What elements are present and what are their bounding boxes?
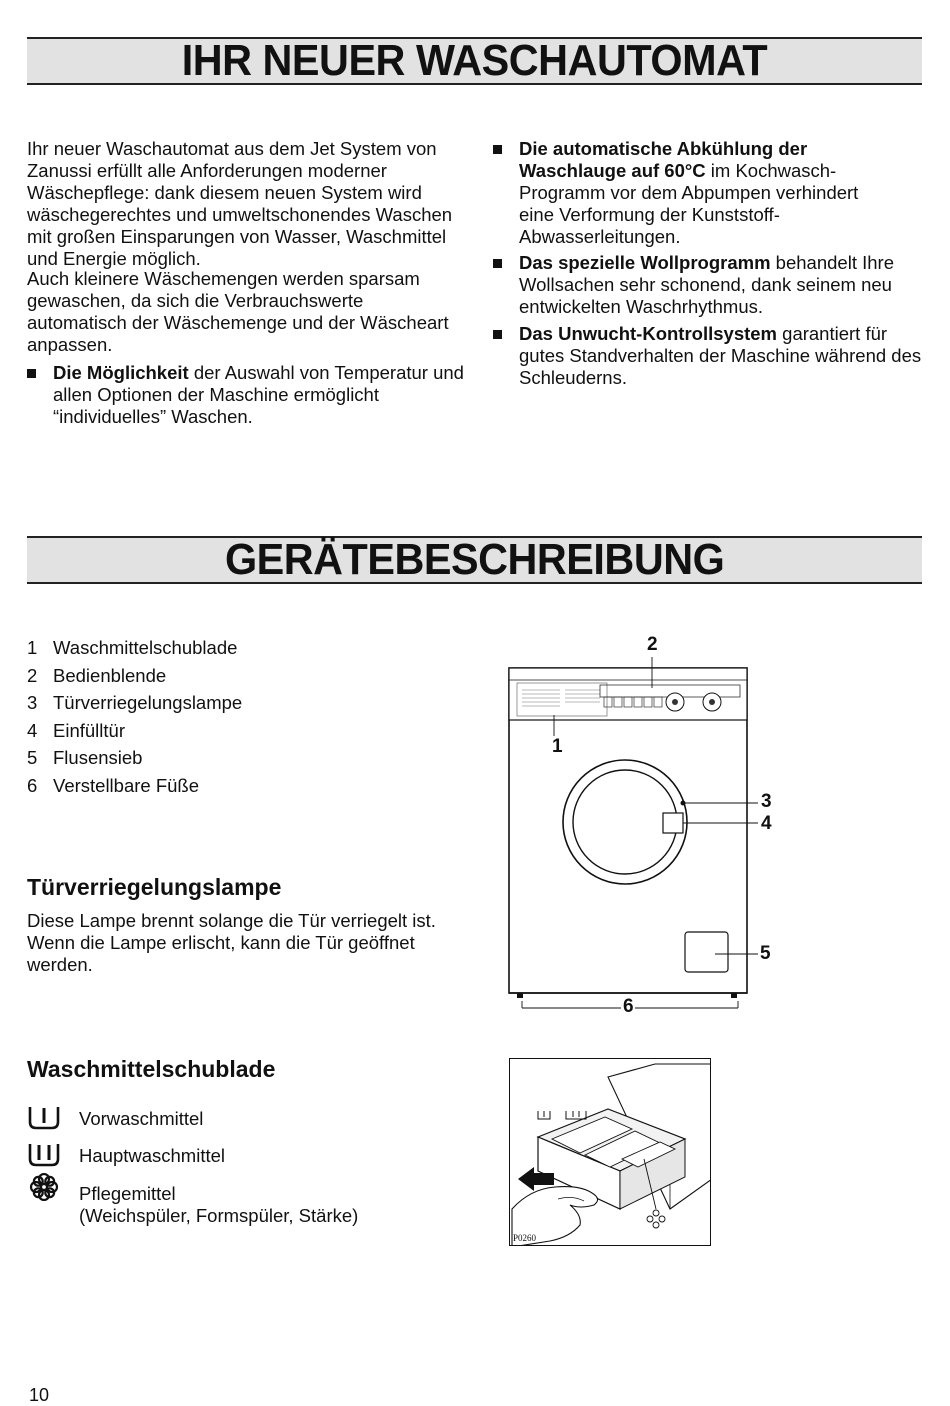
mainwash-icon <box>27 1141 61 1169</box>
bullet-square-icon <box>493 330 502 339</box>
bullet-item <box>493 323 923 389</box>
callout-number: 4 <box>761 813 772 834</box>
section-title: IHR NEUER WASCHAUTOMAT <box>181 36 768 85</box>
bullet-square-icon <box>493 259 502 268</box>
list-label: Einfülltür <box>53 719 125 741</box>
callout-number: 2 <box>647 634 658 655</box>
callout-number: 6 <box>623 996 634 1017</box>
section-title: GERÄTEBESCHREIBUNG <box>224 535 725 584</box>
bullet-item <box>27 362 467 428</box>
list-label: Bedienblende <box>53 664 167 686</box>
list-label: Waschmittelschublade <box>53 637 238 658</box>
drawer-illustration <box>509 1058 711 1246</box>
callout-number: 3 <box>761 791 772 812</box>
legend-label: Vorwaschmittel <box>79 1108 204 1129</box>
intro-paragraph-2: Auch kleinere Wäschemengen werden sparsam gewaschen, da sich die Verbrauchswerte automatisch der Wäschemenge und der Wäscheart anpassen. <box>27 268 449 355</box>
bullet-text: behandelt Ihre Wollsachen sehr schonend, dank seinem neu entwickelten Waschrhythmus. <box>519 252 894 317</box>
list-number: 1 <box>27 637 38 658</box>
section-title-banner <box>27 536 922 584</box>
list-label: Flusensieb <box>53 747 143 768</box>
bullet-text: garantiert für gutes Standverhalten der Maschine während des Schleuderns. <box>519 323 922 388</box>
bullet-item <box>493 252 925 318</box>
legend-label: Hauptwaschmittel <box>79 1145 226 1166</box>
list-number: 4 <box>27 719 38 741</box>
page-number: 10 <box>29 1385 50 1405</box>
list-number: 2 <box>27 664 38 686</box>
bullet-text: im Kochwasch-Programm vor dem Abpumpen verhindert eine Verformung der Kunststoff-Abwasserleitungen. <box>519 160 859 247</box>
lamp-paragraph: Diese Lampe brennt solange die Tür verriegelt ist. Wenn die Lampe erlischt, kann die Tür geöffnet werden. <box>27 910 436 975</box>
list-label: Türverriegelungslampe <box>53 692 243 713</box>
bullet-bold: Das spezielle Wollprogramm <box>519 252 771 273</box>
list-item <box>27 664 242 692</box>
parts-list <box>27 636 242 801</box>
bullet-square-icon <box>493 145 502 154</box>
intro-paragraph: Ihr neuer Waschautomat aus dem Jet System von Zanussi erfüllt alle Anforderungen moderner Wäschepflege: dank diesem neuen System wird wäschegerechtes und umweltschonendes Waschen mit großen Einsparungen von Wasser, Waschmittel und Energie möglich. <box>27 138 453 269</box>
bullet-item <box>493 138 923 248</box>
bullet-bold: Das Unwucht-Kontrollsystem <box>519 323 778 344</box>
prewash-icon <box>27 1104 61 1132</box>
figure-code: P0260 <box>513 1233 537 1243</box>
callout-number: 5 <box>760 943 771 964</box>
list-item <box>27 691 242 719</box>
bullet-square-icon <box>27 369 36 378</box>
drawer-heading: Waschmittelschublade <box>27 1056 276 1082</box>
flower-icon <box>27 1173 61 1201</box>
washing-machine-diagram <box>500 630 800 1020</box>
legend-label: Pflegemittel <box>79 1183 176 1204</box>
legend-label-detail: (Weichspüler, Formspüler, Stärke) <box>79 1205 359 1226</box>
list-item <box>27 774 242 802</box>
lamp-heading: Türverriegelungslampe <box>27 874 282 900</box>
list-item <box>27 719 242 747</box>
drawer-drawing <box>510 1059 711 1246</box>
callout-number: 1 <box>552 736 563 757</box>
bullet-text: der Auswahl von Temperatur und allen Optionen der Maschine ermöglicht “individuelles” Waschen. <box>53 362 464 427</box>
section-title-banner <box>27 37 922 85</box>
list-number: 5 <box>27 747 38 768</box>
list-item <box>27 746 242 774</box>
list-number: 3 <box>27 692 38 713</box>
list-number: 6 <box>27 774 38 796</box>
bullet-bold: Die automatische Abkühlung der Waschlauge auf 60°C <box>519 138 808 181</box>
list-label: Verstellbare Füße <box>53 774 200 796</box>
bullet-bold: Die Möglichkeit <box>53 362 189 383</box>
list-item <box>27 636 242 664</box>
